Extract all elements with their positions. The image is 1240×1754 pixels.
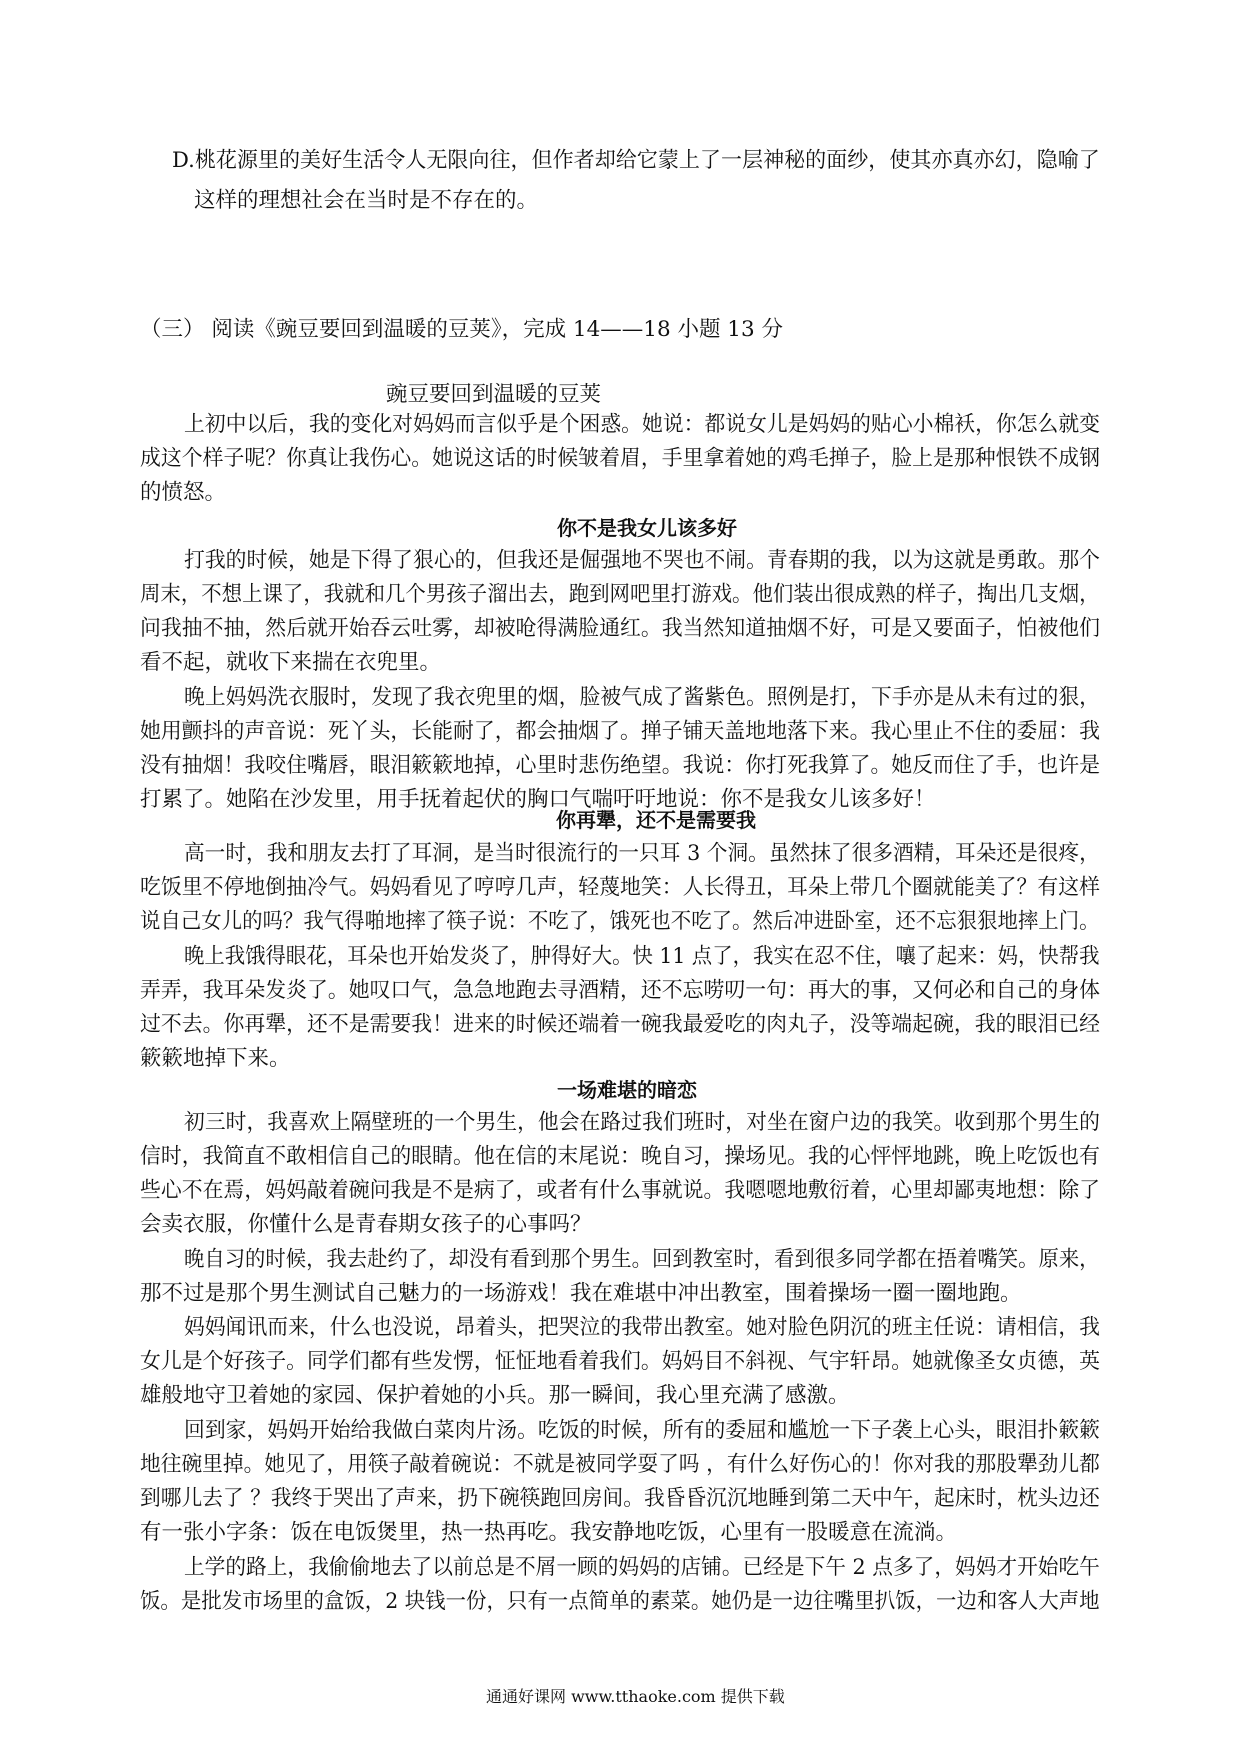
paragraph-line: 妈妈闻讯而来，什么也没说，昂着头，把哭泣的我带出教室。她对脸色阴沉的班主任说：请相信，我 — [184, 1315, 1101, 1340]
paragraph-line: 吃饭里不停地倒抽冷气。妈妈看见了哼哼几声，轻蔑地笑：人长得丑，耳朵上带几个圈就能美了？有这样 — [140, 875, 1101, 900]
paragraph-line: 会卖衣服，你懂什么是青春期女孩子的心事吗？ — [140, 1212, 592, 1237]
intro-line: 成这个样子呢？你真让我伤心。她说这话的时候皱着眉，手里拿着她的鸡毛掸子，脸上是那种恨铁不成钢 — [140, 446, 1101, 471]
paragraph-line: 说自己女儿的吗？我气得啪地摔了筷子说：不吃了，饿死也不吃了。然后冲进卧室，还不忘狠狠地摔上门。 — [140, 909, 1100, 934]
paragraph-line: 晚自习的时候，我去赴约了，却没有看到那个男生。回到教室时，看到很多同学都在捂着嘴笑。原来， — [184, 1247, 1100, 1272]
subheading-3: 一场难堪的暗恋 — [557, 1078, 697, 1102]
subheading-1: 你不是我女儿该多好 — [557, 516, 737, 540]
paragraph-line: 周末，不想上课了，我就和几个男孩子溜出去，跑到网吧里打游戏。他们装出很成熟的样子，掏出几支烟， — [140, 582, 1100, 607]
paragraph-line: 信时，我简直不敢相信自己的眼睛。他在信的末尾说：晚自习，操场见。我的心怦怦地跳，晚上吃饭也有 — [140, 1144, 1101, 1169]
paragraph-line: 打累了。她陷在沙发里，用手抚着起伏的胸口气喘吁吁地说：你不是我女儿该多好！ — [140, 787, 936, 812]
paragraph-line: 晚上我饿得眼花，耳朵也开始发炎了，肿得好大。快 11 点了，我实在忍不住，嚷了起来：妈，快帮我 — [184, 944, 1100, 969]
paragraph-line: 没有抽烟！我咬住嘴唇，眼泪簌簌地掉，心里时悲伤绝望。我说：你打死我算了。她反而住了手，也许是 — [140, 753, 1101, 778]
subheading-2: 你再犟，还不是需要我 — [556, 808, 756, 832]
paragraph-line: 到哪儿去了 ？我终于哭出了声来，扔下碗筷跑回房间。我昏昏沉沉地睡到第二天中午，起床时，枕头边还 — [140, 1486, 1100, 1511]
paragraph-line: 她用颤抖的声音说：死丫头，长能耐了，都会抽烟了。掸子铺天盖地地落下来。我心里止不住的委屈：我 — [140, 719, 1101, 744]
paragraph-line: 问我抽不抽，然后就开始吞云吐雾，却被呛得满脸通红。我当然知道抽烟不好，可是又要面子，怕被他们 — [140, 616, 1101, 641]
paragraph-line: 初三时，我喜欢上隔壁班的一个男生，他会在路过我们班时，对坐在窗户边的我笑。收到那个男生的 — [184, 1110, 1101, 1135]
intro-line: 上初中以后，我的变化对妈妈而言似乎是个困惑。她说：都说女儿是妈妈的贴心小棉袄，你怎么就变 — [184, 412, 1101, 437]
paragraph-line: 看不起，就收下来揣在衣兜里。 — [140, 650, 442, 675]
paragraph-line: 饭。是批发市场里的盒饭，2 块钱一份，只有一点简单的素菜。她仍是一边往嘴里扒饭，一边和客人大声地 — [140, 1589, 1100, 1614]
paragraph-line: 雄般地守卫着她的家园、保护着她的小兵。那一瞬间，我心里充满了感激。 — [140, 1383, 850, 1408]
article-title: 豌豆要回到温暖的豆荚 — [386, 382, 602, 407]
intro-line: 的愤怒。 — [140, 480, 227, 505]
paragraph-line: 地往碗里掉。她见了，用筷子敲着碗说：不就是被同学耍了吗 ，有什么好伤心的！你对我的那股犟劲儿都 — [140, 1452, 1100, 1477]
paragraph-line: 女儿是个好孩子。同学们都有些发愣，怔怔地看着我们。妈妈目不斜视、气宇轩昂。她就像圣女贞德，英 — [140, 1349, 1101, 1374]
paragraph-line: 上学的路上，我偷偷地去了以前总是不屑一顾的妈妈的店铺。已经是下午 2 点多了，妈妈才开始吃午 — [184, 1555, 1100, 1580]
paragraph-line: 晚上妈妈洗衣服时，发现了我衣兜里的烟，脸被气成了酱紫色。照例是打，下手亦是从未有过的狠， — [184, 685, 1101, 710]
paragraph-line: 些心不在焉，妈妈敲着碗问我是不是病了，或者有什么事就说。我嗯嗯地敷衍着，心里却鄙夷地想：除了 — [140, 1178, 1101, 1203]
paragraph-line: 簌簌地掉下来。 — [140, 1046, 291, 1071]
paragraph-line: 回到家，妈妈开始给我做白菜肉片汤。吃饭的时候，所有的委屈和尴尬一下子袭上心头，眼泪扑簌簌 — [184, 1418, 1101, 1443]
option-d-line-1: D.桃花源里的美好生活令人无限向往，但作者却给它蒙上了一层神秘的面纱，使其亦真亦幻，隐喻了 — [172, 148, 1100, 173]
paragraph-line: 打我的时候，她是下得了狠心的，但我还是倔强地不哭也不闹。青春期的我，以为这就是勇敢。那个 — [184, 548, 1101, 573]
paragraph-line: 那不过是那个男生测试自己魅力的一场游戏！我在难堪中冲出教室，围着操场一圈一圈地跑。 — [140, 1281, 1022, 1306]
option-d-line-2: 这样的理想社会在当时是不存在的。 — [194, 188, 539, 213]
paragraph-line: 高一时，我和朋友去打了耳洞，是当时很流行的一只耳 3 个洞。虽然抹了很多酒精，耳朵还是很疼， — [184, 841, 1100, 866]
paragraph-line: 过不去。你再犟，还不是需要我！进来的时候还端着一碗我最爱吃的肉丸子，没等端起碗，我的眼泪已经 — [140, 1012, 1101, 1037]
paragraph-line: 弄弄，我耳朵发炎了。她叹口气，急急地跑去寻酒精，还不忘唠叨一句：再大的事，又何必和自己的身体 — [140, 978, 1101, 1003]
page-footer: 通通好课网 www.tthaoke.com 提供下载 — [486, 1687, 785, 1706]
section-heading: （三） 阅读《豌豆要回到温暖的豆荚》，完成 14——18 小题 13 分 — [140, 317, 783, 342]
paragraph-line: 有一张小字条：饭在电饭煲里，热一热再吃。我安静地吃饭，心里有一股暖意在流淌。 — [140, 1520, 958, 1545]
